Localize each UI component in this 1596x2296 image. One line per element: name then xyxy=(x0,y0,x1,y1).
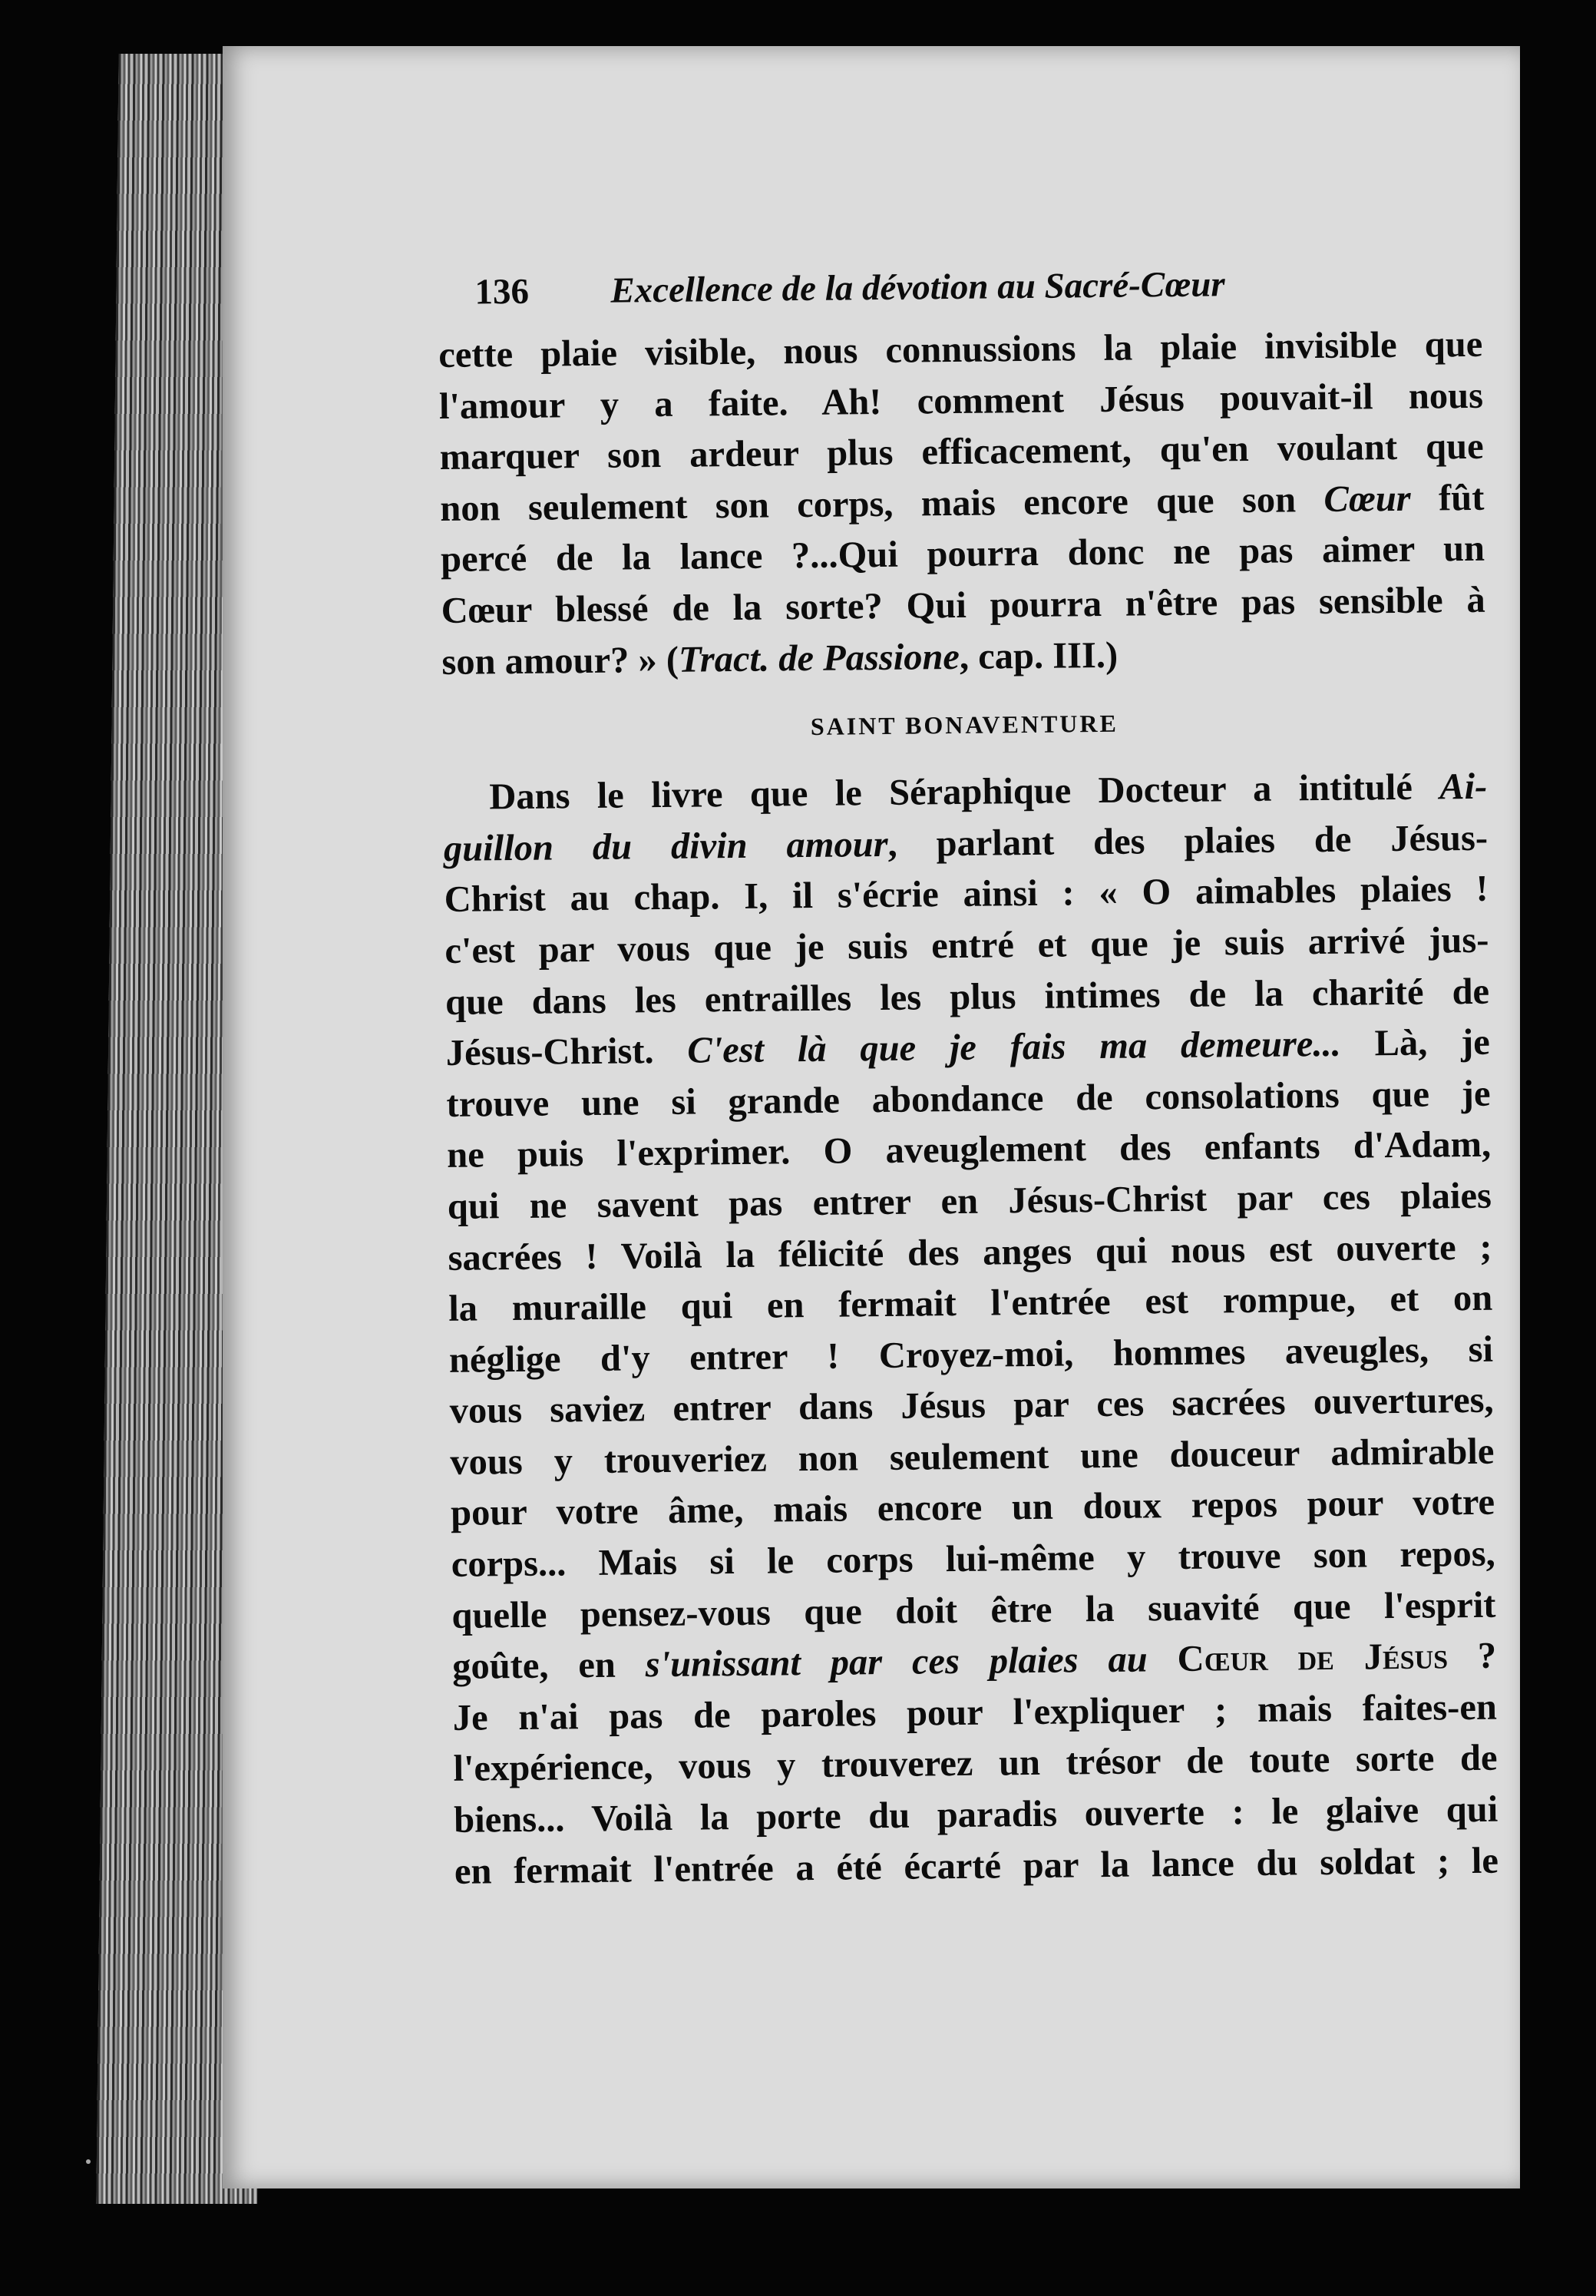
running-head xyxy=(438,250,1482,330)
text-line: Jésus-Christ. C'est là que je fais ma demeure... Là, je xyxy=(445,1021,1491,1074)
running-head-title: Excellence de la dévotion au Sacré-Cœur xyxy=(610,264,1225,311)
text-line: en fermait l'entrée a été écarté par la lance du soldat ; le xyxy=(454,1840,1499,1892)
text-line: que dans les entrailles les plus intimes de la charité de xyxy=(444,971,1490,1023)
text-line: son amour? » (Tract. de Passione, cap. III.) xyxy=(441,634,1119,683)
text-line: quelle pensez-vous que doit être la suavité que l'esprit xyxy=(451,1584,1496,1636)
text-line: néglige d'y entrer ! Croyez-moi, hommes aveugles, si xyxy=(448,1328,1494,1381)
text-line: qui ne savent pas entrer en Jésus-Christ par ces plaies xyxy=(447,1175,1492,1227)
text-line: trouve une si grande abondance de consolations que je xyxy=(446,1073,1491,1125)
text-line: c'est par vous que je suis entré et que je suis arrivé jus- xyxy=(444,919,1489,971)
text-line: l'amour y a faite. Ah! comment Jésus pouvait-il nous xyxy=(438,375,1484,427)
text-line: ne puis l'exprimer. O aveuglement des enfants d'Adam, xyxy=(446,1124,1492,1176)
text-line: marquer son ardeur plus efficacement, qu'en voulant que xyxy=(439,425,1484,478)
paragraph-2 xyxy=(443,762,1499,1897)
text-line: guillon du divin amour, parlant des plaies de Jésus- xyxy=(443,817,1489,869)
page-text xyxy=(438,250,1499,1897)
text-line: Christ au chap. I, il s'écrie ainsi : « O aimables plaies ! xyxy=(444,868,1489,921)
text-line: biens... Voilà la porte du paradis ouverte : le glaive qui xyxy=(453,1788,1499,1841)
text-line: corps... Mais si le corps lui-même y trouve son repos, xyxy=(451,1533,1495,1585)
text-line: goûte, en s'unissant par ces plaies au Cœur de Jésus ? xyxy=(451,1635,1497,1688)
section-heading: SAINT BONAVENTURE xyxy=(810,709,1119,741)
text-line: Dans le livre que le Séraphique Docteur a intitulé Ai- xyxy=(489,766,1488,818)
text-line: vous saviez entrer dans Jésus par ces sacrées ouvertures, xyxy=(449,1379,1494,1432)
text-line: l'expérience, vous y trouverez un trésor de toute sorte de xyxy=(453,1738,1498,1790)
paragraph-1 xyxy=(438,319,1486,688)
text-line: vous y trouveriez non seulement une douceur admirable xyxy=(450,1431,1495,1483)
text-line: la muraille qui en fermait l'entrée est rompue, et on xyxy=(448,1277,1493,1330)
text-line: Je n'ai pas de paroles pour l'expliquer ; mais faites-en xyxy=(452,1686,1498,1739)
text-line: sacrées ! Voilà la félicité des anges qui nous est ouverte ; xyxy=(448,1226,1492,1279)
text-line: non seulement son corps, mais encore que son Cœur fût xyxy=(440,477,1485,529)
text-line: Cœur blessé de la sorte? Qui pourra n'être pas sensible à xyxy=(441,579,1485,631)
text-line: cette plaie visible, nous connussions la plaie invisible que xyxy=(438,323,1483,375)
text-line: pour votre âme, mais encore un doux repos pour votre xyxy=(450,1482,1495,1534)
page-number: 136 xyxy=(474,271,530,313)
scan-speck xyxy=(86,2159,91,2164)
text-line: percé de la lance ?...Qui pourra donc ne pas aimer un xyxy=(440,528,1485,581)
